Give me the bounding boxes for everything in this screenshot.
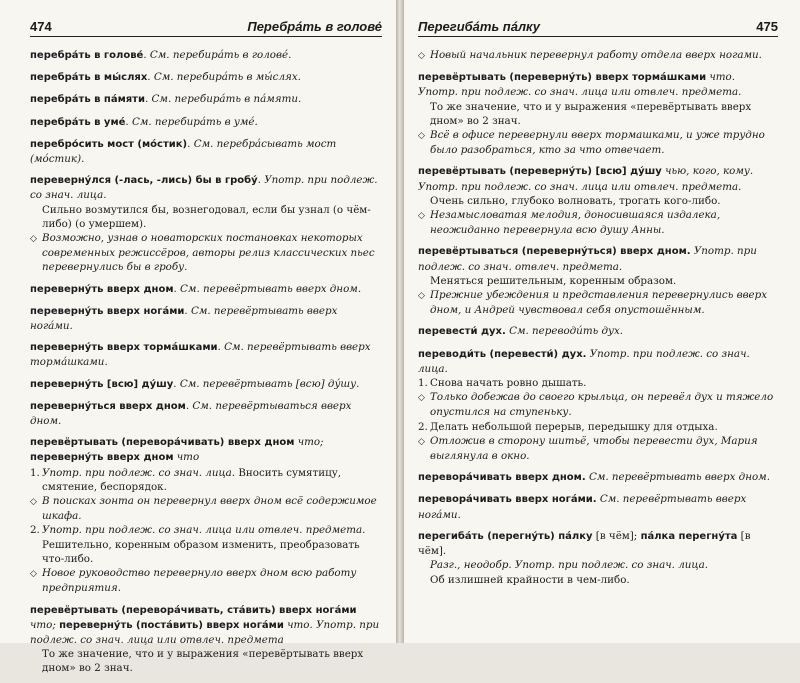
page-number: 474 bbox=[30, 19, 52, 34]
headword: перевёртывать (переверну́ть) вверх тормáшками bbox=[418, 72, 707, 84]
headword: перевора́чивать вверх дном. bbox=[418, 472, 586, 484]
dictionary-entry: перебра́ть в мы́слях. См. перебирáть в мы́слях. bbox=[30, 71, 301, 84]
headword: перебра́ть в голове́ bbox=[30, 50, 144, 61]
dictionary-entry: переверну́лся (-лась, -лись) бы в гробу́. Употр. при подлеж. со знач. лица. Сильно возмутился бы, вознегодовал, если бы узнал (о чём-либо) (о умершем). ◇ Возможно, узнав о новаторских постановках некоторых современных режиссёров, авторы релиз классических пьес перевернулись бы в гробу. bbox=[30, 173, 380, 274]
grammar-note: чью, кого, кому. bbox=[665, 165, 754, 178]
definition: Сильно возмутился бы, вознегодовал, если бы узнал (о чём-либо) (о умершем). bbox=[42, 203, 371, 230]
grammar-note: что; bbox=[297, 436, 324, 449]
dictionary-entry: переверну́ться вверх дном. См. перевёртываться вверх дном. bbox=[30, 399, 352, 428]
usage-note: Разг., неодобр. Употр. при подлеж. со знач. лица. bbox=[430, 559, 709, 572]
headword: переверну́ть вверх ногáми bbox=[30, 305, 185, 317]
cross-reference: См. перевёртывать [всю] ду́шу. bbox=[179, 377, 360, 390]
headword: переверну́ть вверх дном bbox=[30, 283, 174, 295]
example: ◇ Возможно, узнав о новаторских постановках некоторых современных режиссёров, авторы релиз классических пьес перевернулись бы в гробу. bbox=[30, 232, 375, 274]
sense: 1. Употр. при подлеж. со знач. лица. Вносить сумятицу, смятение, беспорядок. bbox=[30, 466, 342, 493]
grammar-note: что. bbox=[709, 71, 736, 84]
dictionary-entry: переверну́ть вверх ногáми. См. перевёртывать вверх ногáми. bbox=[30, 304, 338, 333]
page-number: 475 bbox=[756, 19, 778, 34]
dictionary-entry: переверну́ть вверх дном. См. перевёртывать вверх дном. bbox=[30, 282, 362, 295]
example: ◇ Новое руководство перевернуло вверх дном всю работу предприятия. bbox=[30, 567, 357, 595]
usage-note: Употр. при подлеж. со знач. лица или отвлеч. предмета. bbox=[418, 86, 742, 99]
dictionary-entry bbox=[30, 435, 380, 595]
cross-reference: См. перевёртывать вверх дном. bbox=[180, 282, 362, 295]
headword: перегибáть (перегну́ть) пáлку bbox=[418, 530, 593, 542]
example: ◇ Только добежав до своего крыльца, он перевёл дух и тяжело опустился на ступеньку. bbox=[418, 391, 774, 419]
book-gutter bbox=[396, 0, 404, 643]
cross-reference: См. перебирáть в мы́слях. bbox=[153, 71, 301, 84]
grammar-note: что. bbox=[287, 618, 313, 631]
cross-reference: См. перебирáть в пáмяти. bbox=[151, 93, 302, 106]
headword: перебра́ть в пáмяти bbox=[30, 94, 145, 106]
cross-reference: См. перевёртывать вверх ногáми. bbox=[418, 493, 747, 521]
headword: переводи́ть (перевести́) дух. bbox=[418, 348, 587, 360]
dictionary-entry bbox=[418, 529, 778, 587]
dictionary-entry bbox=[418, 347, 778, 464]
definition: Очень сильно, глубоко волновать, трогать кого-либо. bbox=[430, 194, 721, 207]
left-page-body bbox=[30, 48, 380, 683]
dictionary-entry bbox=[418, 70, 778, 157]
headword: переверну́ть вверх дном bbox=[30, 452, 174, 464]
definition: То же значение, что и у выражения «перевёртывать вверх дном» во 2 знач. bbox=[430, 100, 752, 127]
headword: перевёртывать (переворáчивать, стáвить) вверх ногáми bbox=[30, 604, 357, 616]
dictionary-entry bbox=[418, 244, 778, 317]
running-head: Перебрáть в голове́ bbox=[247, 19, 382, 34]
dictionary-entry bbox=[418, 324, 778, 339]
dictionary-entry bbox=[30, 603, 380, 676]
cross-reference: См. переводи́ть дух. bbox=[509, 325, 624, 338]
right-page bbox=[404, 0, 800, 643]
headword: перевёртываться (переверну́ться) вверх дном. bbox=[418, 246, 691, 258]
cross-reference: См. перевёртывать вверх ногáми. bbox=[30, 304, 338, 333]
right-page-body bbox=[418, 48, 778, 594]
usage-note: Употр. при подлеж. со знач. отвлеч. предмета. bbox=[418, 245, 757, 273]
headword: пáлка перегну́та bbox=[640, 530, 738, 542]
usage-note: Употр. при подлеж. bbox=[264, 174, 378, 187]
headword: перебра́ть в мы́слях bbox=[30, 72, 148, 84]
dictionary-entry: переверну́ть [всю] ду́шу. См. перевёртывать [всю] ду́шу. bbox=[30, 377, 360, 390]
grammar-note: что; bbox=[30, 618, 56, 631]
cross-reference: См. перебрáсывать мост (мóстик). bbox=[30, 137, 337, 166]
definition: То же значение, что и у выражения «перевёртывать вверх дном» во 2 знач. bbox=[42, 648, 364, 675]
dictionary-entry: переверну́ть вверх тормáшками. См. перевёртывать вверх тормáшками. bbox=[30, 341, 371, 369]
left-page bbox=[0, 0, 396, 675]
example: ◇ Прежние убеждения и представления перевернулись вверх дном, и Андрей чувствовал себя опустошённым. bbox=[418, 289, 768, 317]
left-page-header bbox=[30, 12, 382, 37]
dictionary-entry bbox=[418, 470, 778, 485]
bracket-note: [в чём]; bbox=[595, 529, 638, 542]
definition: Меняться решительным, коренным образом. bbox=[430, 274, 677, 287]
headword: переверну́лся (-лась, -лись) бы в гробу́ bbox=[30, 175, 258, 187]
dictionary-entry: перебра́ть в пáмяти. См. перебирáть в пáмяти. bbox=[30, 93, 302, 106]
running-head: Перегибáть пáлку bbox=[418, 19, 541, 34]
headword: перебро́сить мост (мóстик) bbox=[30, 138, 188, 150]
headword: перевёртывать (переворáчивать) вверх дном bbox=[30, 437, 295, 449]
cross-reference: См. перебирáть в умé. bbox=[131, 115, 258, 128]
dictionary-entry: перебро́сить мост (мóстик). См. перебрáсывать мост (мóстик). bbox=[30, 137, 337, 166]
headword: переверну́ться вверх дном bbox=[30, 400, 186, 412]
cross-reference: См. перевёртывать вверх тормáшками. bbox=[30, 341, 371, 369]
usage-note: Употр. при подлеж. со знач. лица или отвлеч. предмета. bbox=[418, 180, 742, 193]
grammar-note: что bbox=[176, 451, 200, 464]
usage-note: Употр. при подлеж. со знач. лица или отвлеч. предмета bbox=[30, 618, 380, 646]
dictionary-entry bbox=[418, 492, 778, 521]
right-page-header bbox=[418, 12, 778, 37]
sense: 1. Снова начать ровно дышать. bbox=[418, 377, 587, 390]
headword: перевести́ дух. bbox=[418, 326, 506, 338]
cross-reference: См. перевёртываться вверх дном. bbox=[30, 399, 352, 428]
sense: 2. Употр. при подлеж. со знач. лица или отвлеч. предмета. Решительно, коренным образом изменить, преобразовать что-либо. bbox=[30, 524, 366, 565]
headword: перевёртывать (переверну́ть) [всю] ду́шу bbox=[418, 166, 662, 178]
continued-example: ◇ Новый начальник перевернул работу отдела вверх ногами. bbox=[418, 49, 762, 61]
headword: перевора́чивать вверх ногáми. bbox=[418, 494, 597, 506]
headword: переверну́ть [всю] ду́шу bbox=[30, 378, 174, 390]
dictionary-entry bbox=[418, 164, 778, 237]
headword: переверну́ть (постáвить) вверх ногáми bbox=[59, 619, 284, 631]
bracket-note: [в чём]. bbox=[418, 529, 751, 558]
headword: переверну́ть вверх тормáшками bbox=[30, 342, 218, 354]
example: ◇ Незамысловатая мелодия, доносившаяся издалека, неожиданно перевернула всю душу Анны. bbox=[418, 209, 721, 237]
sense: 2. Делать небольшой перерыв, передышку для отдыха. bbox=[418, 420, 718, 433]
usage-note: Употр. при подлеж. со знач. лица. bbox=[418, 347, 750, 375]
cross-reference: См. перебирáть в голове́. bbox=[149, 49, 292, 61]
dictionary-entry: перебра́ть в умé. См. перебирáть в умé. bbox=[30, 115, 258, 128]
headword: перебра́ть в умé bbox=[30, 116, 126, 128]
example: ◇ Отложив в сторону шитьё, чтобы перевести дух, Мария выглянула в окно. bbox=[418, 434, 758, 463]
dictionary-entry: перебра́ть в голове́. См. перебирáть в голове́. bbox=[30, 49, 292, 61]
example: ◇ Всё в офисе перевернули вверх тормашками, и уже трудно было разобраться, кто за что отвечает. bbox=[418, 129, 765, 157]
usage-note: со знач. лица bbox=[30, 189, 104, 202]
definition: Об излишней крайности в чем-либо. bbox=[430, 573, 630, 586]
example: ◇ В поисках зонта он перевернул вверх дном всё содержимое шкафа. bbox=[30, 495, 377, 523]
cross-reference: См. перевёртывать вверх дном. bbox=[588, 471, 770, 484]
